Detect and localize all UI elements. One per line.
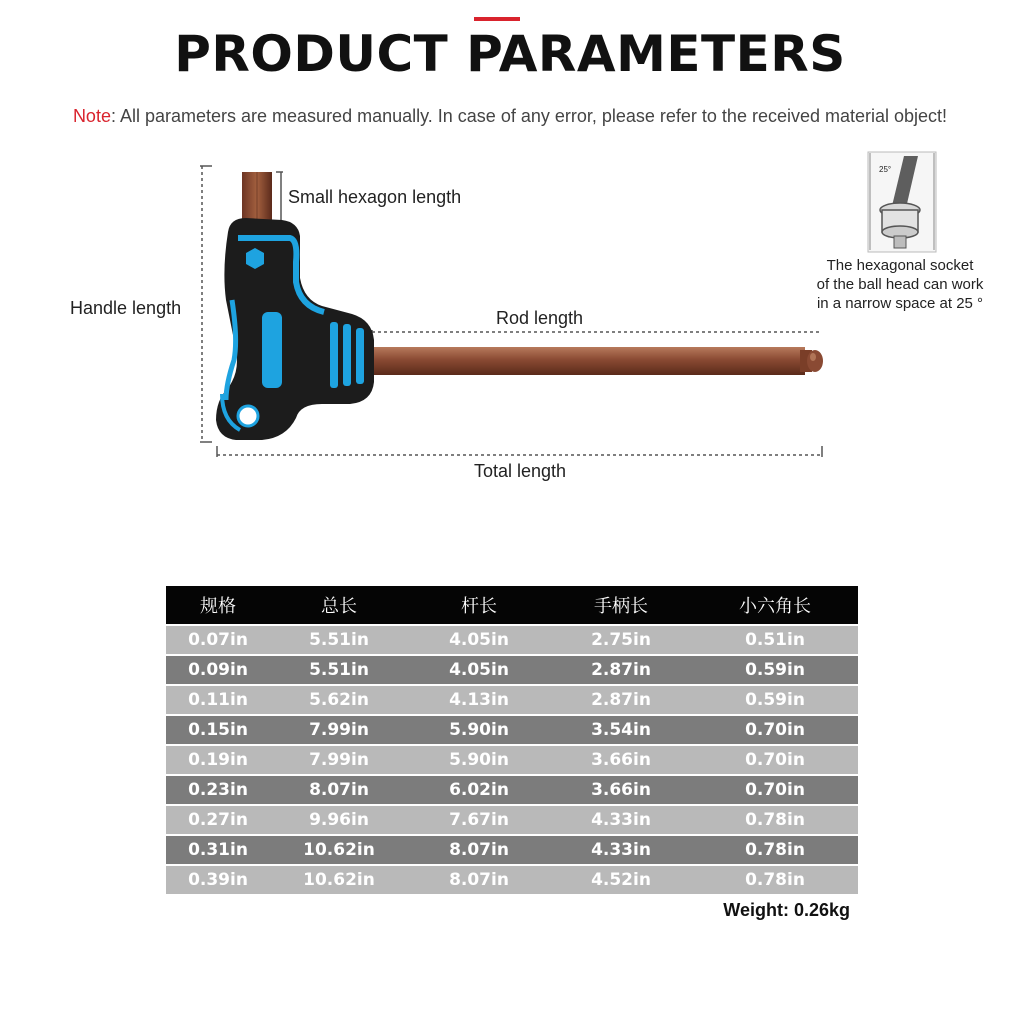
column-header-rod-length: 杆长: [408, 586, 550, 624]
table-cell: 0.23in: [166, 776, 270, 804]
caption-line: in a narrow space at 25 °: [816, 295, 984, 312]
table-cell: 0.59in: [692, 656, 858, 684]
table-cell: 0.27in: [166, 806, 270, 834]
note-text: : All parameters are measured manually. In case of any error, please refer to the received material object!: [110, 106, 948, 126]
table-cell: 4.13in: [408, 686, 550, 714]
table-cell: 2.87in: [550, 656, 692, 684]
table-cell: 0.31in: [166, 836, 270, 864]
table-row: [166, 686, 858, 714]
grip-ridge: [343, 324, 351, 386]
note-label: Note: [72, 106, 111, 126]
spec-table: [166, 584, 858, 896]
table-row: [166, 746, 858, 774]
handle-length-label: Handle length: [70, 298, 182, 318]
table-cell: 7.99in: [270, 716, 408, 744]
handle-grip-insert: [262, 312, 282, 388]
page-title: PRODUCT PARAMETERS: [174, 25, 846, 83]
caption-line: The hexagonal socket: [826, 257, 974, 274]
table-cell: 0.11in: [166, 686, 270, 714]
hex-rod: [365, 347, 805, 375]
table-cell: 4.05in: [408, 626, 550, 654]
grip-ridge: [330, 322, 338, 388]
total-length-dimension: [217, 446, 822, 457]
table-cell: 0.70in: [692, 776, 858, 804]
table-cell: 0.39in: [166, 866, 270, 894]
table-cell: 3.66in: [550, 776, 692, 804]
ball-head: [800, 350, 823, 372]
weight-label: Weight: 0.26kg: [723, 900, 850, 920]
small-hexagon-dimension: [276, 172, 283, 222]
table-cell: 6.02in: [408, 776, 550, 804]
table-header-row: [166, 586, 858, 624]
table-row: [166, 626, 858, 654]
table-row: [166, 806, 858, 834]
table-cell: 8.07in: [408, 836, 550, 864]
table-cell: 0.09in: [166, 656, 270, 684]
total-length-label: Total length: [474, 461, 567, 481]
hanging-hole: [238, 406, 258, 426]
table-cell: 5.51in: [270, 656, 408, 684]
rod-length-dimension: [372, 330, 820, 342]
inset-caption: [790, 256, 1010, 313]
table-cell: 0.78in: [692, 836, 858, 864]
table-cell: 3.54in: [550, 716, 692, 744]
table-cell: 7.99in: [270, 746, 408, 774]
table-cell: 10.62in: [270, 836, 408, 864]
table-cell: 8.07in: [408, 866, 550, 894]
table-cell: 4.33in: [550, 836, 692, 864]
table-cell: 10.62in: [270, 866, 408, 894]
column-header-spec: 规格: [166, 586, 270, 624]
column-header-total-length: 总长: [270, 586, 408, 624]
table-cell: 0.78in: [692, 806, 858, 834]
table-cell: 0.19in: [166, 746, 270, 774]
table-cell: 0.70in: [692, 716, 858, 744]
ball-head-socket-inset: [868, 152, 936, 252]
table-cell: 3.66in: [550, 746, 692, 774]
inset-angle-label: 25°: [879, 165, 892, 174]
table-cell: 4.52in: [550, 866, 692, 894]
column-header-small-hex-length: 小六角长: [692, 586, 858, 624]
grip-ridge: [356, 328, 364, 384]
table-cell: 5.90in: [408, 716, 550, 744]
table-cell: 0.78in: [692, 866, 858, 894]
table-cell: 0.15in: [166, 716, 270, 744]
table-row: [166, 776, 858, 804]
table-cell: 4.05in: [408, 656, 550, 684]
table-cell: 5.62in: [270, 686, 408, 714]
table-cell: 8.07in: [270, 776, 408, 804]
table-row: [166, 836, 858, 864]
column-header-handle-length: 手柄长: [550, 586, 692, 624]
table-cell: 5.51in: [270, 626, 408, 654]
table-row: [166, 656, 858, 684]
table-cell: 7.67in: [408, 806, 550, 834]
table-row: [166, 716, 858, 744]
table-cell: 0.59in: [692, 686, 858, 714]
table-cell: 5.90in: [408, 746, 550, 774]
caption-line: of the ball head can work: [816, 276, 984, 293]
table-cell: 0.07in: [166, 626, 270, 654]
table-cell: 2.75in: [550, 626, 692, 654]
handle-length-dimension: [200, 166, 212, 442]
table-row: [166, 866, 858, 894]
small-hexagon-length-label: Small hexagon length: [288, 187, 462, 207]
rod-length-label: Rod length: [496, 308, 584, 328]
table-cell: 0.70in: [692, 746, 858, 774]
table-cell: 9.96in: [270, 806, 408, 834]
table-cell: 2.87in: [550, 686, 692, 714]
table-cell: 0.51in: [692, 626, 858, 654]
table-cell: 4.33in: [550, 806, 692, 834]
